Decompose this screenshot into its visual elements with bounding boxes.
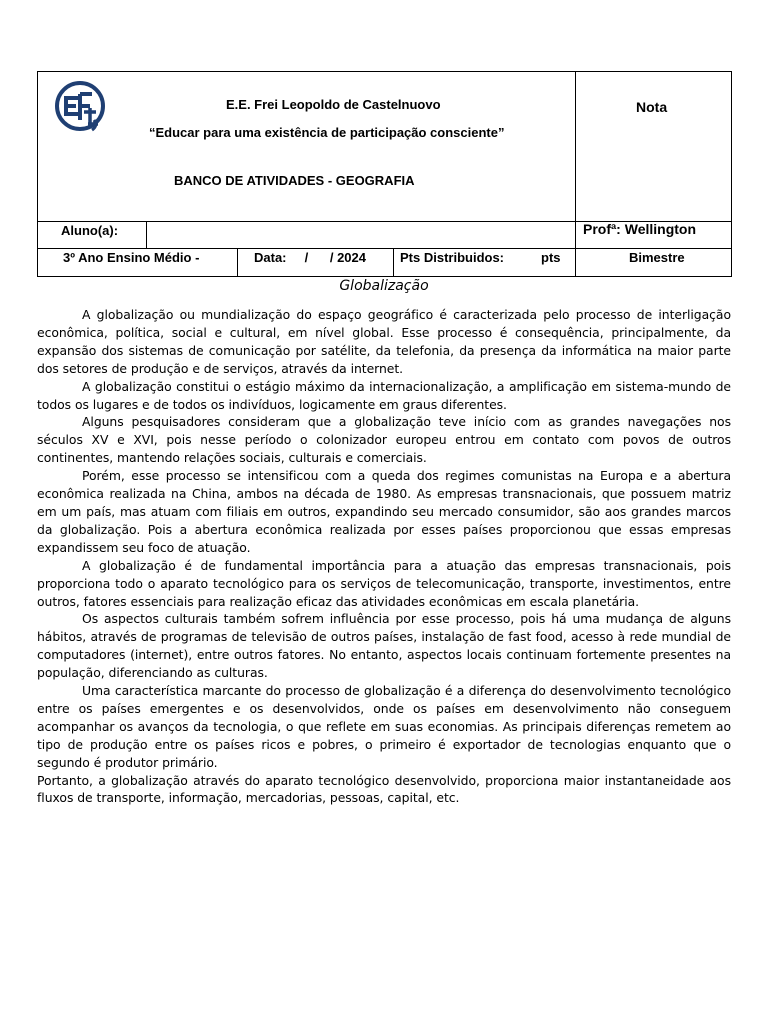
bimester-label: Bimestre xyxy=(629,250,685,265)
date-label: Data: / / 2024 xyxy=(254,250,366,265)
points-unit: pts xyxy=(541,250,561,265)
teacher-label: Profª: Wellington xyxy=(583,221,697,237)
aluno-field[interactable] xyxy=(147,222,574,247)
document-title: Globalização xyxy=(339,278,429,294)
grade-divider xyxy=(237,248,238,277)
subject-title: BANCO DE ATIVIDADES - GEOGRAFIA xyxy=(174,173,415,188)
date-divider xyxy=(393,248,394,277)
paragraph: A globalização é de fundamental importância para a atuação das empresas transnacionais, pois proporciona todo o aparato tecnológico para os serviços de telecomunicação, transporte, investimentos, entre outros, fatores essenciais para realização eficaz das atividades econômicas em escala planetária. xyxy=(37,557,731,609)
school-logo-icon xyxy=(54,80,108,134)
paragraph: Os aspectos culturais também sofrem influência por esse processo, pois há uma mudança de alguns hábitos, através de programas de televisão de outros países, instalação de fast food, acesso à rede mundial de computadores (internet), entre outros fatores. No entanto, aspectos locais continuam fortemente presentes na população, diferenciando as culturas. xyxy=(37,611,731,681)
grade-label: 3º Ano Ensino Médio - xyxy=(63,250,200,265)
paragraph: Porém, esse processo se intensificou com a queda dos regimes comunistas na Europa e a abertura econômica realizada na China, ambos na década de 1980. As empresas transnacionais, que possuem matriz em um país, mas atuam com filiais em outros, expandindo seu mercado consumidor, são aos grandes marcos da globalização. Pois a abertura econômica realizada por esses países proporcionou que essas empresas expandissem seu foco de atuação. xyxy=(37,468,731,555)
school-motto: “Educar para uma existência de participação consciente” xyxy=(149,125,505,140)
paragraph: A globalização constitui o estágio máximo da internacionalização, a amplificação em sistema-mundo de todos os lugares e de todos os indivíduos, logicamente em graus diferentes. xyxy=(37,378,731,412)
aluno-label: Aluno(a): xyxy=(61,223,119,238)
nota-label: Nota xyxy=(636,99,668,115)
school-name: E.E. Frei Leopoldo de Castelnuovo xyxy=(226,97,441,112)
points-label: Pts Distribuidos: xyxy=(400,250,505,265)
document-body xyxy=(37,306,731,807)
paragraph: A globalização ou mundialização do espaço geográfico é caracterizada pelo processo de interligação econômica, política, social e cultural, em nível global. Esse processo é consequência, principalmente, da expansão dos sistemas de comunicação por satélite, da telefonia, da presença da informática na maior parte dos setores de produção e de serviços, através da internet. xyxy=(37,307,731,376)
paragraph: Uma característica marcante do processo de globalização é a diferença do desenvolvimento tecnológico entre os países emergentes e os desenvolvidos, onde os países em desenvolvimento não conseguem acompanhar os avanços da tecnologia, o que reflete em suas economias. As principais diferenças remetem ao tipo de produção entre os países ricos e pobres, o primeiro é exportador de tecnologias enquanto que o segundo é produtor primário. xyxy=(37,683,731,770)
student-row-bottom-line xyxy=(37,248,732,249)
paragraph: Portanto, a globalização através do aparato tecnológico desenvolvido, proporciona maior instantaneidade aos fluxos de transporte, informação, mercadorias, pessoas, capital, etc. xyxy=(37,772,731,806)
paragraph: Alguns pesquisadores consideram que a globalização teve início com as grandes navegações nos séculos XV e XVI, pois nesse período o colonizador europeu entrou em contato com povos de outros continentes, mantendo relações sociais, culturais e comerciais. xyxy=(37,414,731,466)
points-divider xyxy=(575,248,576,277)
